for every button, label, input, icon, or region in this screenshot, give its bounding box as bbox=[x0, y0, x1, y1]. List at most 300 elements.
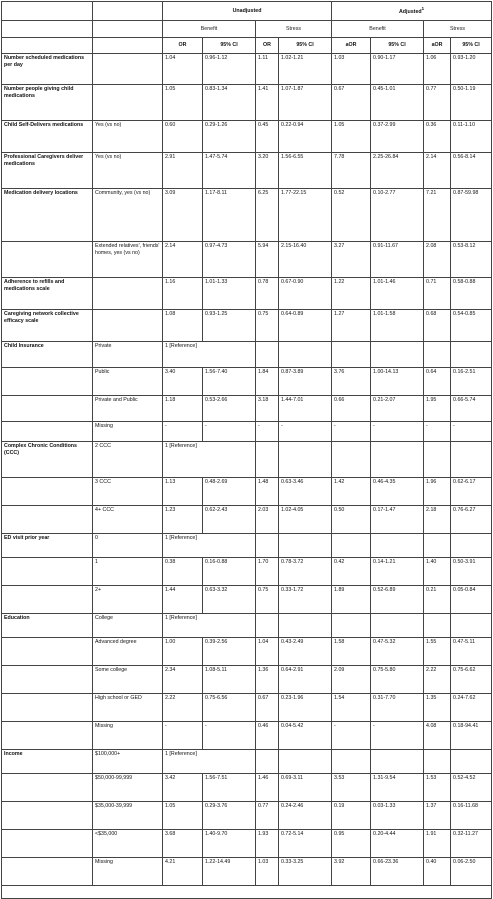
table-row bbox=[2, 422, 492, 442]
confidence-interval-cell: 0.29-1.26 bbox=[203, 121, 256, 153]
odds-ratio-cell: 0.77 bbox=[424, 85, 451, 121]
header-adjusted bbox=[332, 2, 492, 21]
odds-ratio-cell: 0.71 bbox=[424, 278, 451, 310]
odds-ratio-cell: 3.40 bbox=[163, 368, 203, 396]
table-row bbox=[2, 774, 492, 802]
empty-cell bbox=[256, 442, 279, 478]
odds-ratio-cell: 0.75 bbox=[256, 586, 279, 614]
row-sublabel: Private bbox=[93, 342, 163, 368]
header-aor: aOR bbox=[424, 38, 451, 54]
header-stress-adjusted: Stress bbox=[424, 21, 492, 38]
header-benefit-unadjusted: Benefit bbox=[163, 21, 256, 38]
row-sublabel bbox=[93, 54, 163, 85]
odds-ratio-cell: 1.44 bbox=[163, 586, 203, 614]
confidence-interval-cell: 0.17-1.47 bbox=[371, 506, 424, 534]
odds-ratio-cell: 4.21 bbox=[163, 858, 203, 886]
odds-ratio-cell: 2.09 bbox=[332, 666, 371, 694]
empty-cell bbox=[279, 614, 332, 638]
header-adjusted-footnote: 1 bbox=[421, 6, 425, 12]
confidence-interval-cell: 0.24-2.46 bbox=[279, 802, 332, 830]
odds-ratio-cell: 0.95 bbox=[332, 830, 371, 858]
empty-cell bbox=[451, 534, 492, 558]
confidence-interval-cell: 0.37-2.99 bbox=[371, 121, 424, 153]
confidence-interval-cell: 0.33-1.72 bbox=[279, 586, 332, 614]
empty-cell bbox=[256, 750, 279, 774]
odds-ratio-cell: 1.06 bbox=[424, 54, 451, 85]
empty-cell bbox=[279, 534, 332, 558]
confidence-interval-cell: 1.56-7.40 bbox=[203, 368, 256, 396]
confidence-interval-cell: 0.32-11.27 bbox=[451, 830, 492, 858]
row-label bbox=[2, 478, 93, 506]
row-sublabel: College bbox=[93, 614, 163, 638]
odds-ratio-cell: 1.36 bbox=[256, 666, 279, 694]
table-row bbox=[2, 614, 492, 638]
odds-ratio-cell: 0.67 bbox=[332, 85, 371, 121]
row-label bbox=[2, 422, 93, 442]
row-label: Income bbox=[2, 750, 93, 774]
row-label: Child Self-Delivers medications bbox=[2, 121, 93, 153]
table-row bbox=[2, 638, 492, 666]
odds-ratio-cell: 3.18 bbox=[256, 396, 279, 422]
confidence-interval-cell: 1.00-14.13 bbox=[371, 368, 424, 396]
row-sublabel: Advanced degree bbox=[93, 638, 163, 666]
empty-cell bbox=[371, 750, 424, 774]
empty-cell bbox=[451, 442, 492, 478]
confidence-interval-cell: 0.62-6.17 bbox=[451, 478, 492, 506]
row-label: Number people giving child medications bbox=[2, 85, 93, 121]
odds-ratio-cell: 1.16 bbox=[163, 278, 203, 310]
odds-ratio-cell: 0.68 bbox=[424, 310, 451, 342]
confidence-interval-cell: 0.45-1.01 bbox=[371, 85, 424, 121]
header-empty-cell bbox=[2, 2, 93, 21]
odds-ratio-cell: 2.08 bbox=[424, 242, 451, 278]
odds-ratio-cell: 1.00 bbox=[163, 638, 203, 666]
odds-ratio-cell: 0.52 bbox=[332, 189, 371, 242]
odds-ratio-cell: 1.05 bbox=[332, 121, 371, 153]
table-row bbox=[2, 858, 492, 886]
empty-cell bbox=[332, 750, 371, 774]
row-sublabel: $100,000+ bbox=[93, 750, 163, 774]
odds-ratio-cell: 2.91 bbox=[163, 153, 203, 189]
confidence-interval-cell: 0.03-1.33 bbox=[371, 802, 424, 830]
confidence-interval-cell: 1.56-6.55 bbox=[279, 153, 332, 189]
empty-cell bbox=[332, 342, 371, 368]
odds-ratio-cell: 2.14 bbox=[424, 153, 451, 189]
confidence-interval-cell: 0.52-4.52 bbox=[451, 774, 492, 802]
confidence-interval-cell: 0.87-59.98 bbox=[451, 189, 492, 242]
odds-ratio-cell: 2.22 bbox=[163, 694, 203, 722]
confidence-interval-cell: 0.64-0.89 bbox=[279, 310, 332, 342]
confidence-interval-cell: 0.18-94.41 bbox=[451, 722, 492, 750]
odds-ratio-cell: 0.40 bbox=[424, 858, 451, 886]
odds-ratio-cell: 1.84 bbox=[256, 368, 279, 396]
confidence-interval-cell: 0.22-0.94 bbox=[279, 121, 332, 153]
confidence-interval-cell: 0.46-4.35 bbox=[371, 478, 424, 506]
row-sublabel: 2 CCC bbox=[93, 442, 163, 478]
row-label bbox=[2, 558, 93, 586]
header-stress-unadjusted: Stress bbox=[256, 21, 332, 38]
empty-cell bbox=[371, 614, 424, 638]
odds-ratio-cell: 0.36 bbox=[424, 121, 451, 153]
odds-ratio-cell: 1.55 bbox=[424, 638, 451, 666]
empty-cell bbox=[371, 342, 424, 368]
confidence-interval-cell: 0.52-6.89 bbox=[371, 586, 424, 614]
empty-cell bbox=[332, 534, 371, 558]
odds-ratio-cell: 0.67 bbox=[256, 694, 279, 722]
odds-ratio-cell: 3.42 bbox=[163, 774, 203, 802]
table-footer-cell bbox=[2, 886, 492, 899]
confidence-interval-cell: 0.96-1.12 bbox=[203, 54, 256, 85]
odds-ratio-cell: - bbox=[163, 722, 203, 750]
table-row bbox=[2, 189, 492, 242]
confidence-interval-cell: - bbox=[451, 422, 492, 442]
confidence-interval-cell: 1.02-4.05 bbox=[279, 506, 332, 534]
table-row bbox=[2, 558, 492, 586]
odds-ratio-cell: 1.35 bbox=[424, 694, 451, 722]
confidence-interval-cell: 0.69-3.11 bbox=[279, 774, 332, 802]
confidence-interval-cell: 1.77-22.15 bbox=[279, 189, 332, 242]
odds-ratio-cell: 2.34 bbox=[163, 666, 203, 694]
odds-ratio-cell: 1.40 bbox=[424, 558, 451, 586]
confidence-interval-cell: 0.39-2.56 bbox=[203, 638, 256, 666]
table-row bbox=[2, 342, 492, 368]
confidence-interval-cell: 1.40-9.70 bbox=[203, 830, 256, 858]
confidence-interval-cell: 0.06-2.50 bbox=[451, 858, 492, 886]
odds-ratio-cell: 3.92 bbox=[332, 858, 371, 886]
odds-ratio-cell: 1.70 bbox=[256, 558, 279, 586]
confidence-interval-cell: 0.47-5.11 bbox=[451, 638, 492, 666]
table-row bbox=[2, 278, 492, 310]
odds-ratio-cell: 1.03 bbox=[256, 858, 279, 886]
confidence-interval-cell: 0.90-1.17 bbox=[371, 54, 424, 85]
confidence-interval-cell: 0.53-2.66 bbox=[203, 396, 256, 422]
odds-ratio-cell: 1.05 bbox=[163, 802, 203, 830]
header-empty-cell bbox=[93, 2, 163, 21]
header-empty-cell bbox=[93, 38, 163, 54]
odds-ratio-cell: 7.78 bbox=[332, 153, 371, 189]
header-aor: aOR bbox=[332, 38, 371, 54]
odds-ratio-cell: 0.21 bbox=[424, 586, 451, 614]
empty-cell bbox=[451, 342, 492, 368]
odds-ratio-cell: - bbox=[256, 422, 279, 442]
odds-ratio-cell: 3.53 bbox=[332, 774, 371, 802]
table-footer-row bbox=[2, 886, 492, 899]
table-row bbox=[2, 153, 492, 189]
empty-cell bbox=[424, 442, 451, 478]
confidence-interval-cell: 0.50-3.91 bbox=[451, 558, 492, 586]
odds-ratio-cell: 1.11 bbox=[256, 54, 279, 85]
odds-ratio-cell: 1.42 bbox=[332, 478, 371, 506]
header-or: OR bbox=[163, 38, 203, 54]
confidence-interval-cell: 1.47-5.74 bbox=[203, 153, 256, 189]
empty-cell bbox=[332, 614, 371, 638]
header-adjusted-label: Adjusted bbox=[398, 9, 422, 16]
row-label bbox=[2, 368, 93, 396]
row-label: ED visit prior year bbox=[2, 534, 93, 558]
row-label bbox=[2, 242, 93, 278]
row-sublabel: Community, yes (vs no) bbox=[93, 189, 163, 242]
table-row bbox=[2, 121, 492, 153]
header-row-groups bbox=[2, 2, 492, 21]
confidence-interval-cell: 0.24-7.62 bbox=[451, 694, 492, 722]
odds-ratio-cell: 1.93 bbox=[256, 830, 279, 858]
row-sublabel: Missing bbox=[93, 722, 163, 750]
confidence-interval-cell: 0.23-1.96 bbox=[279, 694, 332, 722]
row-sublabel: 2+ bbox=[93, 586, 163, 614]
reference-cell: 1 [Reference] bbox=[163, 442, 256, 478]
row-sublabel: High school or GED bbox=[93, 694, 163, 722]
table-row bbox=[2, 85, 492, 121]
confidence-interval-cell: 0.83-1.34 bbox=[203, 85, 256, 121]
table-row bbox=[2, 830, 492, 858]
odds-ratio-cell: 2.18 bbox=[424, 506, 451, 534]
empty-cell bbox=[424, 614, 451, 638]
row-label bbox=[2, 774, 93, 802]
row-label bbox=[2, 802, 93, 830]
row-label bbox=[2, 506, 93, 534]
confidence-interval-cell: 1.08-5.11 bbox=[203, 666, 256, 694]
header-row-outcomes bbox=[2, 21, 492, 38]
confidence-interval-cell: 0.63-3.32 bbox=[203, 586, 256, 614]
confidence-interval-cell: - bbox=[371, 422, 424, 442]
confidence-interval-cell: 0.21-2.07 bbox=[371, 396, 424, 422]
row-label bbox=[2, 722, 93, 750]
row-label: Number scheduled medications per day bbox=[2, 54, 93, 85]
row-sublabel: Private and Public bbox=[93, 396, 163, 422]
row-label: Education bbox=[2, 614, 93, 638]
empty-cell bbox=[256, 342, 279, 368]
row-label bbox=[2, 694, 93, 722]
odds-ratio-cell: 0.77 bbox=[256, 802, 279, 830]
confidence-interval-cell: 2.25-26.84 bbox=[371, 153, 424, 189]
row-label bbox=[2, 830, 93, 858]
odds-ratio-cell: 1.05 bbox=[163, 85, 203, 121]
odds-ratio-cell: 0.45 bbox=[256, 121, 279, 153]
odds-ratio-cell: 5.94 bbox=[256, 242, 279, 278]
row-label bbox=[2, 586, 93, 614]
confidence-interval-cell: 1.22-14.49 bbox=[203, 858, 256, 886]
row-sublabel: $50,000-99,999 bbox=[93, 774, 163, 802]
odds-ratio-cell: 2.03 bbox=[256, 506, 279, 534]
row-label: Medication delivery locations bbox=[2, 189, 93, 242]
table-row bbox=[2, 750, 492, 774]
table-row bbox=[2, 242, 492, 278]
odds-ratio-cell: 0.42 bbox=[332, 558, 371, 586]
confidence-interval-cell: 0.91-11.67 bbox=[371, 242, 424, 278]
empty-cell bbox=[256, 534, 279, 558]
confidence-interval-cell: 0.58-0.88 bbox=[451, 278, 492, 310]
table-row bbox=[2, 506, 492, 534]
odds-ratio-cell: 0.38 bbox=[163, 558, 203, 586]
confidence-interval-cell: 1.44-7.01 bbox=[279, 396, 332, 422]
confidence-interval-cell: 0.97-4.73 bbox=[203, 242, 256, 278]
odds-ratio-cell: 1.37 bbox=[424, 802, 451, 830]
empty-cell bbox=[332, 442, 371, 478]
odds-ratio-cell: 2.14 bbox=[163, 242, 203, 278]
odds-ratio-cell: 1.95 bbox=[424, 396, 451, 422]
odds-ratio-cell: 0.60 bbox=[163, 121, 203, 153]
header-row-statistics bbox=[2, 38, 492, 54]
row-sublabel bbox=[93, 85, 163, 121]
header-unadjusted: Unadjusted bbox=[163, 2, 332, 21]
confidence-interval-cell: 0.47-5.32 bbox=[371, 638, 424, 666]
confidence-interval-cell: 0.16-11.68 bbox=[451, 802, 492, 830]
confidence-interval-cell: 0.04-5.42 bbox=[279, 722, 332, 750]
odds-ratio-cell: 1.04 bbox=[163, 54, 203, 85]
confidence-interval-cell: 0.63-3.46 bbox=[279, 478, 332, 506]
confidence-interval-cell: 2.15-16.40 bbox=[279, 242, 332, 278]
odds-ratio-cell: 4.08 bbox=[424, 722, 451, 750]
odds-ratio-cell: 1.03 bbox=[332, 54, 371, 85]
row-label: Complex Chronic Conditions (CCC) bbox=[2, 442, 93, 478]
confidence-interval-cell: 0.16-0.88 bbox=[203, 558, 256, 586]
odds-ratio-cell: 3.68 bbox=[163, 830, 203, 858]
confidence-interval-cell: 1.17-8.11 bbox=[203, 189, 256, 242]
odds-ratio-cell: 1.13 bbox=[163, 478, 203, 506]
confidence-interval-cell: 1.56-7.51 bbox=[203, 774, 256, 802]
table-row bbox=[2, 310, 492, 342]
row-sublabel: Some college bbox=[93, 666, 163, 694]
odds-ratio-cell: 0.50 bbox=[332, 506, 371, 534]
table-row bbox=[2, 802, 492, 830]
empty-cell bbox=[451, 750, 492, 774]
confidence-interval-cell: 0.93-1.25 bbox=[203, 310, 256, 342]
odds-ratio-cell: 1.89 bbox=[332, 586, 371, 614]
confidence-interval-cell: 0.10-2.77 bbox=[371, 189, 424, 242]
row-sublabel: Yes (vs no) bbox=[93, 153, 163, 189]
table-row bbox=[2, 722, 492, 750]
odds-ratio-cell: 1.53 bbox=[424, 774, 451, 802]
odds-ratio-cell: - bbox=[163, 422, 203, 442]
header-empty-cell bbox=[93, 21, 163, 38]
confidence-interval-cell: 0.75-6.56 bbox=[203, 694, 256, 722]
reference-cell: 1 [Reference] bbox=[163, 750, 256, 774]
confidence-interval-cell: 0.54-0.85 bbox=[451, 310, 492, 342]
confidence-interval-cell: - bbox=[203, 422, 256, 442]
row-sublabel: Missing bbox=[93, 422, 163, 442]
table-row bbox=[2, 586, 492, 614]
odds-ratio-cell: 0.19 bbox=[332, 802, 371, 830]
confidence-interval-cell: 0.62-2.43 bbox=[203, 506, 256, 534]
odds-ratio-cell: 0.64 bbox=[424, 368, 451, 396]
confidence-interval-cell: 0.66-5.74 bbox=[451, 396, 492, 422]
confidence-interval-cell: 1.01-1.46 bbox=[371, 278, 424, 310]
odds-ratio-cell: 0.78 bbox=[256, 278, 279, 310]
header-ci: 95% CI bbox=[203, 38, 256, 54]
odds-ratio-cell: 1.46 bbox=[256, 774, 279, 802]
odds-ratio-cell: - bbox=[424, 422, 451, 442]
odds-ratio-cell: 1.96 bbox=[424, 478, 451, 506]
row-label: Professional Caregivers deliver medications bbox=[2, 153, 93, 189]
empty-cell bbox=[279, 750, 332, 774]
confidence-interval-cell: 0.76-6.27 bbox=[451, 506, 492, 534]
confidence-interval-cell: 0.48-2.69 bbox=[203, 478, 256, 506]
table-row bbox=[2, 694, 492, 722]
confidence-interval-cell: 0.93-1.20 bbox=[451, 54, 492, 85]
header-ci: 95% CI bbox=[279, 38, 332, 54]
header-ci: 95% CI bbox=[371, 38, 424, 54]
odds-ratio-cell: 1.04 bbox=[256, 638, 279, 666]
reference-cell: 1 [Reference] bbox=[163, 534, 256, 558]
odds-ratio-cell: 0.66 bbox=[332, 396, 371, 422]
odds-ratio-cell: 1.91 bbox=[424, 830, 451, 858]
confidence-interval-cell: 0.75-6.62 bbox=[451, 666, 492, 694]
header-or: OR bbox=[256, 38, 279, 54]
empty-cell bbox=[371, 442, 424, 478]
confidence-interval-cell: 1.07-1.87 bbox=[279, 85, 332, 121]
row-label bbox=[2, 638, 93, 666]
confidence-interval-cell: 0.75-5.80 bbox=[371, 666, 424, 694]
empty-cell bbox=[424, 534, 451, 558]
odds-ratio-cell: 1.41 bbox=[256, 85, 279, 121]
table-row bbox=[2, 478, 492, 506]
row-label: Adherence to refills and medications scale bbox=[2, 278, 93, 310]
reference-cell: 1 [Reference] bbox=[163, 614, 256, 638]
confidence-interval-cell: 0.72-5.14 bbox=[279, 830, 332, 858]
row-sublabel: Yes (vs no) bbox=[93, 121, 163, 153]
odds-ratio-cell: - bbox=[332, 722, 371, 750]
row-sublabel: 4+ CCC bbox=[93, 506, 163, 534]
row-sublabel: 1 bbox=[93, 558, 163, 586]
confidence-interval-cell: 0.64-2.91 bbox=[279, 666, 332, 694]
confidence-interval-cell: 1.02-1.21 bbox=[279, 54, 332, 85]
confidence-interval-cell: 0.14-1.21 bbox=[371, 558, 424, 586]
confidence-interval-cell: 0.53-8.12 bbox=[451, 242, 492, 278]
table-row bbox=[2, 666, 492, 694]
confidence-interval-cell: 0.87-3.89 bbox=[279, 368, 332, 396]
odds-ratio-cell: 0.75 bbox=[256, 310, 279, 342]
confidence-interval-cell: 0.05-0.84 bbox=[451, 586, 492, 614]
row-sublabel: $35,000-39,999 bbox=[93, 802, 163, 830]
confidence-interval-cell: 0.31-7.70 bbox=[371, 694, 424, 722]
confidence-interval-cell: 0.66-23.36 bbox=[371, 858, 424, 886]
odds-ratio-cell: 6.25 bbox=[256, 189, 279, 242]
table-row bbox=[2, 368, 492, 396]
confidence-interval-cell: 0.43-2.49 bbox=[279, 638, 332, 666]
odds-ratio-cell: 3.27 bbox=[332, 242, 371, 278]
confidence-interval-cell: 0.67-0.90 bbox=[279, 278, 332, 310]
odds-ratio-cell: 1.18 bbox=[163, 396, 203, 422]
confidence-interval-cell: 1.31-9.54 bbox=[371, 774, 424, 802]
odds-ratio-cell: 3.20 bbox=[256, 153, 279, 189]
empty-cell bbox=[424, 342, 451, 368]
header-benefit-adjusted: Benefit bbox=[332, 21, 424, 38]
odds-ratio-cell: 1.08 bbox=[163, 310, 203, 342]
odds-ratio-cell: 0.46 bbox=[256, 722, 279, 750]
empty-cell bbox=[256, 614, 279, 638]
odds-ratio-cell: 1.23 bbox=[163, 506, 203, 534]
row-label bbox=[2, 396, 93, 422]
row-label: Caregiving network collective efficacy scale bbox=[2, 310, 93, 342]
confidence-interval-cell: 1.01-1.58 bbox=[371, 310, 424, 342]
empty-cell bbox=[279, 342, 332, 368]
confidence-interval-cell: 1.01-1.33 bbox=[203, 278, 256, 310]
empty-cell bbox=[451, 614, 492, 638]
confidence-interval-cell: - bbox=[279, 422, 332, 442]
table-row bbox=[2, 54, 492, 85]
row-label: Child Insurance bbox=[2, 342, 93, 368]
odds-ratio-cell: 1.48 bbox=[256, 478, 279, 506]
header-ci: 95% CI bbox=[451, 38, 492, 54]
confidence-interval-cell: - bbox=[203, 722, 256, 750]
odds-ratio-cell: - bbox=[332, 422, 371, 442]
odds-ratio-cell: 1.27 bbox=[332, 310, 371, 342]
confidence-interval-cell: 0.33-3.25 bbox=[279, 858, 332, 886]
empty-cell bbox=[371, 534, 424, 558]
odds-ratio-cell: 3.76 bbox=[332, 368, 371, 396]
row-label bbox=[2, 858, 93, 886]
confidence-interval-cell: - bbox=[371, 722, 424, 750]
